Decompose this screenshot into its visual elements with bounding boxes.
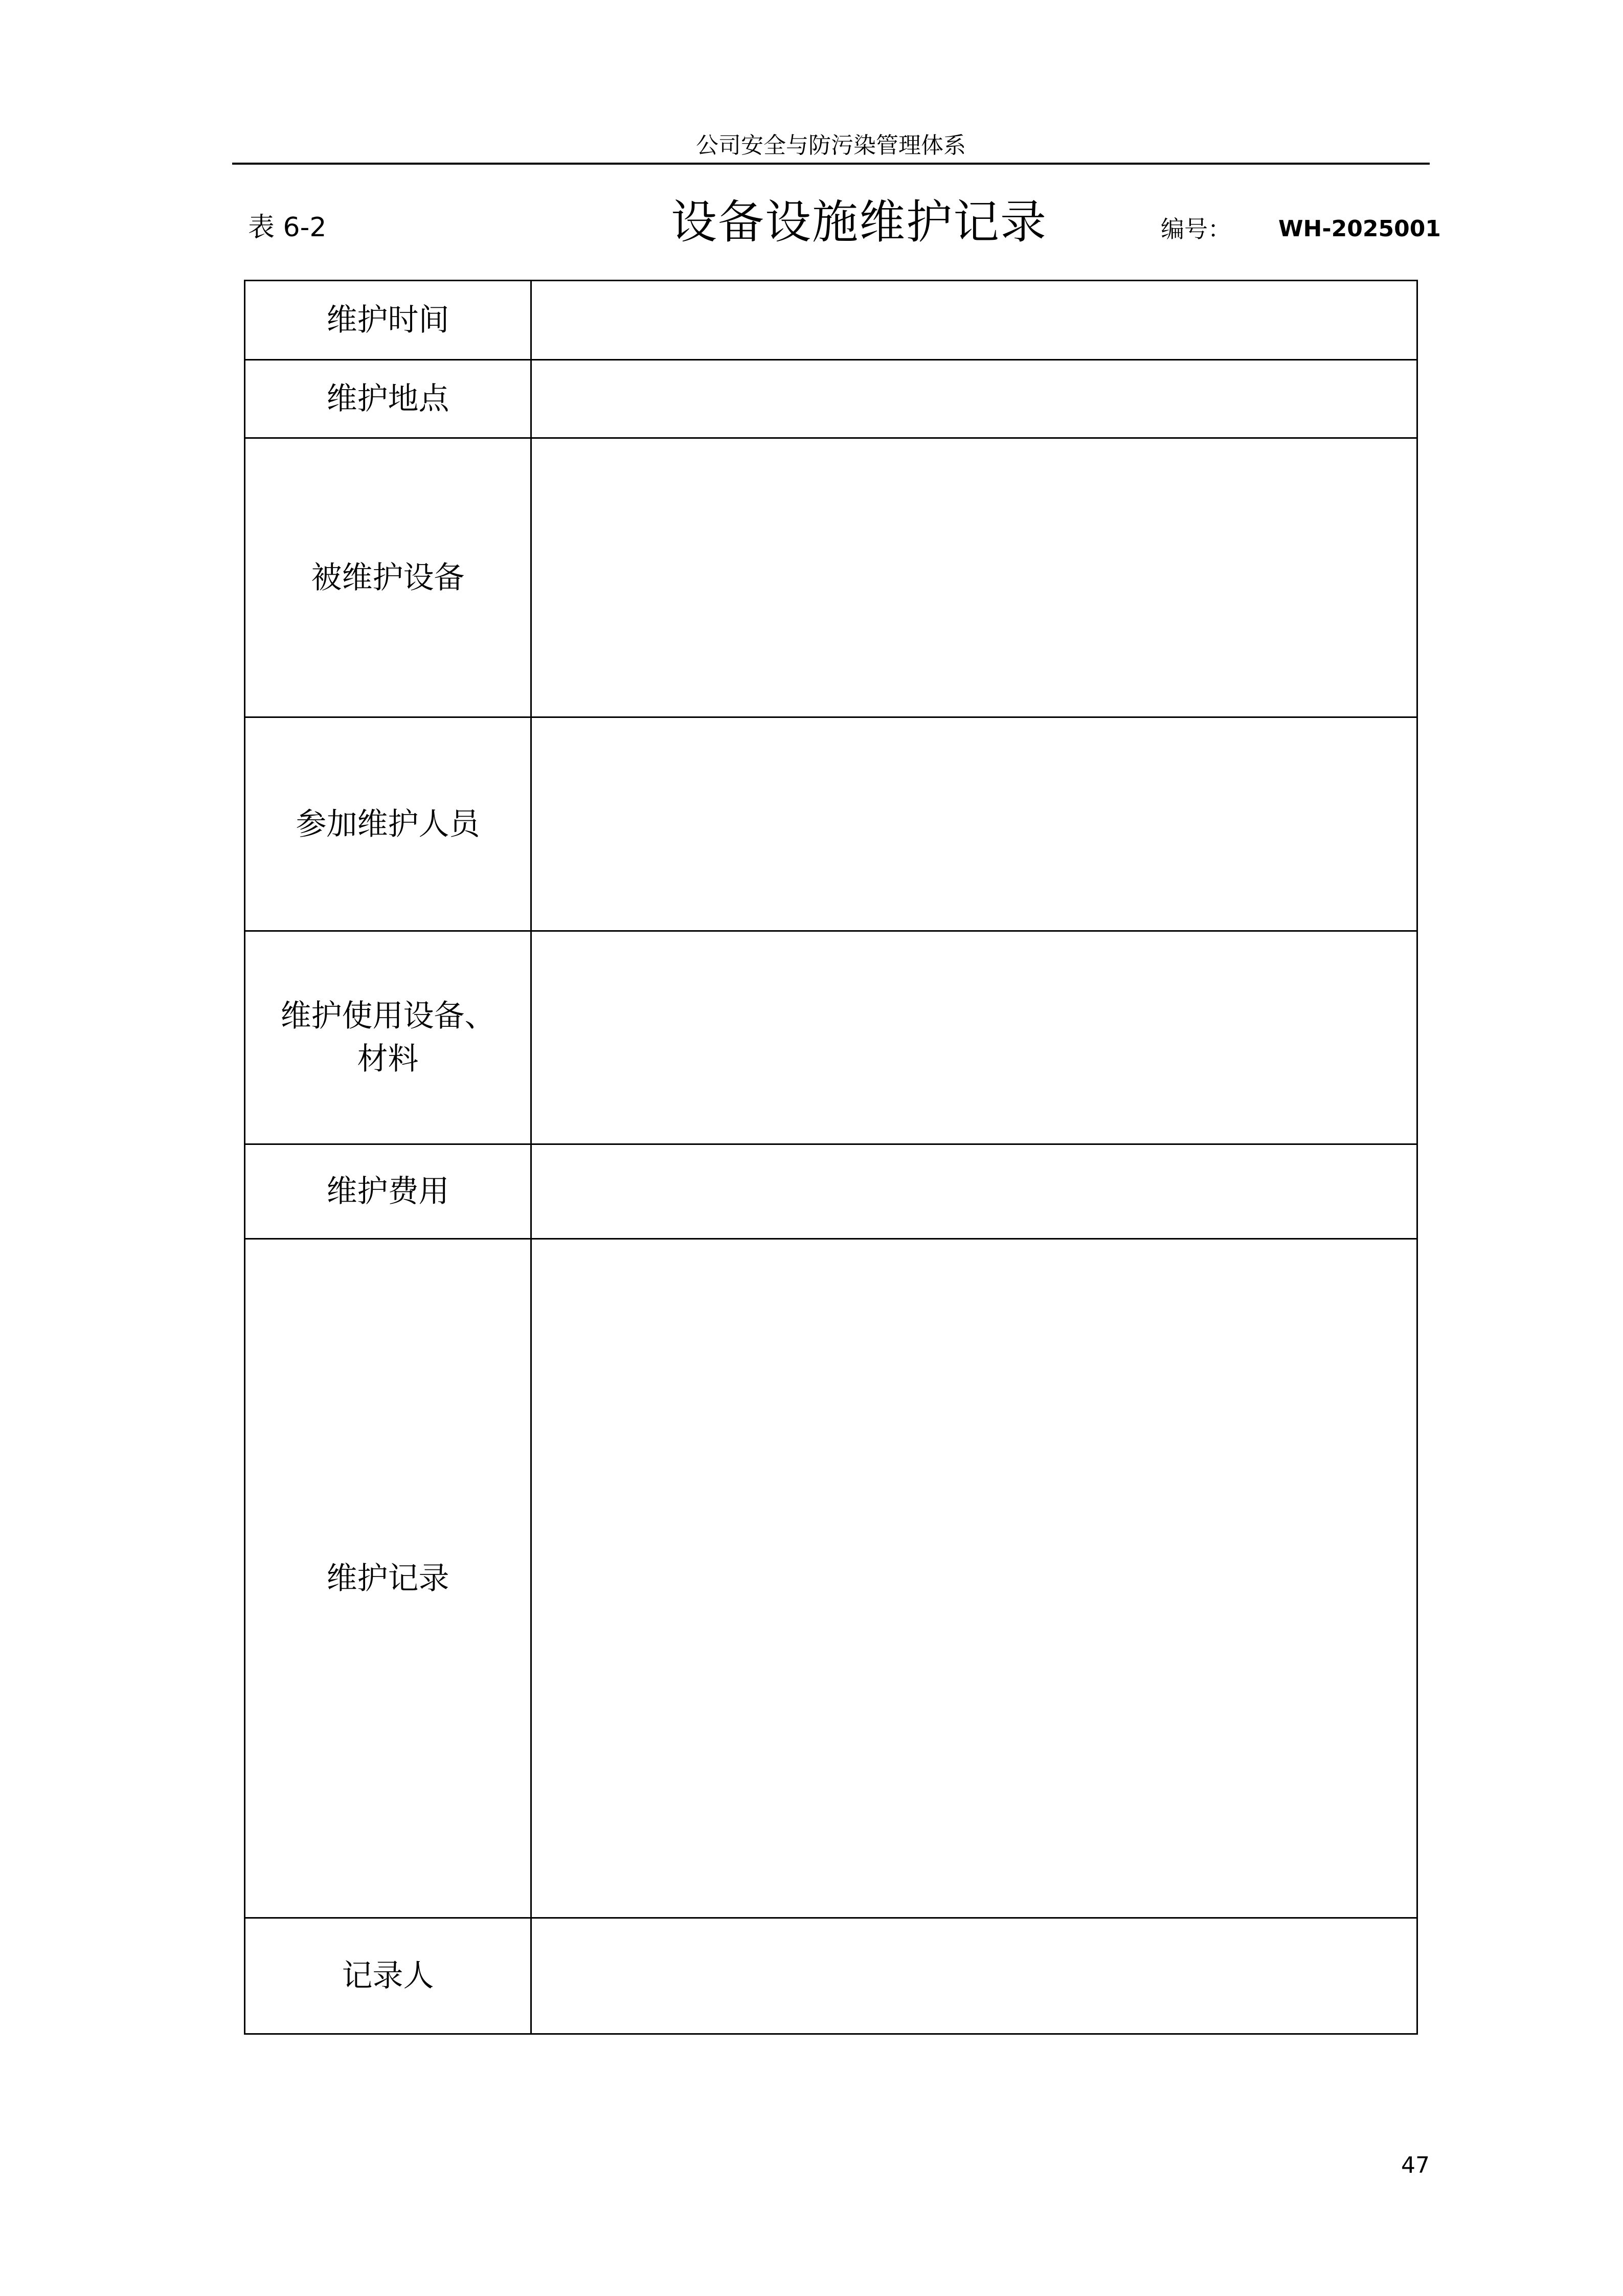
- maintenance-time-field[interactable]: [531, 281, 1417, 360]
- table-number: 表 6-2: [248, 212, 327, 243]
- equipment-materials-field[interactable]: [531, 931, 1417, 1144]
- maintenance-record-field[interactable]: [531, 1239, 1417, 1918]
- equipment-materials-label-line2: 材料: [357, 1041, 419, 1077]
- maintenance-cost-label: 维护费用: [245, 1144, 531, 1239]
- table-row: [245, 717, 1417, 931]
- page-number: 47: [1401, 2152, 1430, 2178]
- participants-label: 参加维护人员: [245, 717, 531, 931]
- maintenance-record-label: 维护记录: [245, 1239, 531, 1918]
- maintenance-time-label: 维护时间: [245, 281, 531, 360]
- equipment-materials-label: [245, 931, 531, 1144]
- table-row: [245, 1239, 1417, 1918]
- maintenance-location-field[interactable]: [531, 360, 1417, 438]
- running-header-title: 公司安全与防污染管理体系: [696, 132, 966, 159]
- maintained-equipment-field[interactable]: [531, 438, 1417, 717]
- recorder-field[interactable]: [531, 1918, 1417, 2034]
- record-code-value: WH-2025001: [1278, 216, 1441, 242]
- header-rule: [232, 163, 1430, 165]
- recorder-label: 记录人: [245, 1918, 531, 2034]
- table-row: [245, 438, 1417, 717]
- maintenance-cost-field[interactable]: [531, 1144, 1417, 1239]
- table-row: [245, 281, 1417, 360]
- table-row: [245, 931, 1417, 1144]
- maintained-equipment-label: 被维护设备: [245, 438, 531, 717]
- maintenance-location-label: 维护地点: [245, 360, 531, 438]
- table-row: [245, 1144, 1417, 1239]
- participants-field[interactable]: [531, 717, 1417, 931]
- equipment-materials-label-line1: 维护使用设备、: [280, 998, 495, 1034]
- table-row: [245, 1918, 1417, 2034]
- maintenance-record-table: [244, 280, 1418, 2035]
- page-title: 设备设施维护记录: [671, 195, 1047, 249]
- table-row: [245, 360, 1417, 438]
- record-code-label: 编号：: [1161, 215, 1231, 243]
